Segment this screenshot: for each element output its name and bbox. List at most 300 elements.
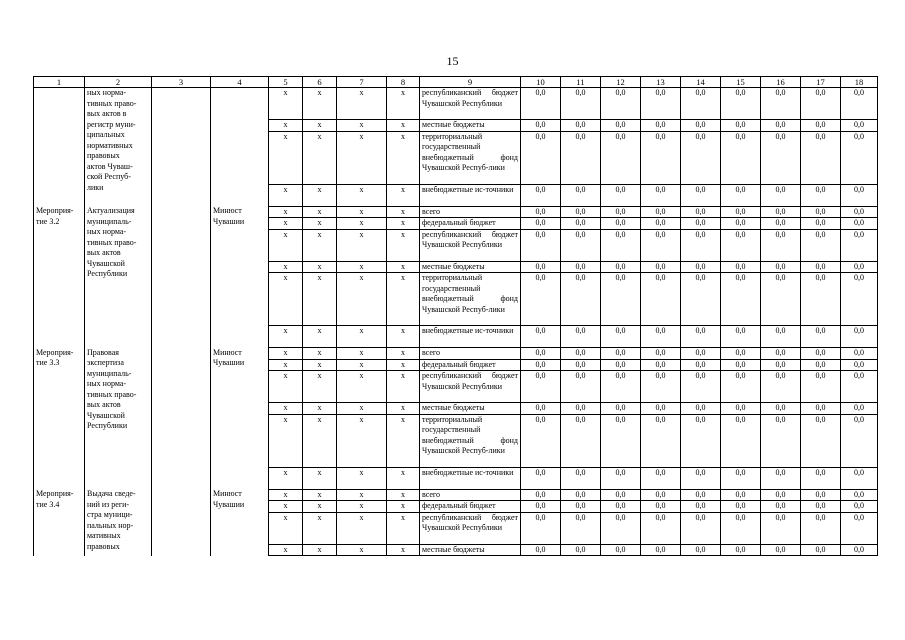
- value-cell: 0,0: [681, 326, 721, 348]
- code-cell: x: [303, 131, 337, 184]
- value-cell: 0,0: [761, 544, 801, 556]
- value-cell: 0,0: [641, 489, 681, 501]
- value-cell: 0,0: [841, 544, 878, 556]
- value-cell: 0,0: [761, 403, 801, 415]
- value-cell: 0,0: [601, 348, 641, 360]
- value-cell: 0,0: [521, 261, 561, 273]
- column-header-15: 15: [721, 77, 761, 88]
- value-cell: 0,0: [521, 371, 561, 403]
- value-cell: 0,0: [641, 206, 681, 218]
- value-cell: 0,0: [641, 359, 681, 371]
- value-cell: 0,0: [601, 489, 641, 501]
- value-cell: 0,0: [721, 229, 761, 261]
- value-cell: 0,0: [841, 371, 878, 403]
- code-cell: x: [337, 414, 387, 467]
- funding-source-cell: внебюджетные ис-точники: [420, 184, 521, 206]
- value-cell: 0,0: [761, 489, 801, 501]
- code-cell: x: [337, 273, 387, 326]
- col3-cell: [152, 348, 211, 490]
- column-header-9: 9: [420, 77, 521, 88]
- value-cell: 0,0: [641, 326, 681, 348]
- code-cell: x: [303, 544, 337, 556]
- value-cell: 0,0: [561, 120, 601, 132]
- value-cell: 0,0: [681, 88, 721, 120]
- value-cell: 0,0: [841, 229, 878, 261]
- column-header-13: 13: [641, 77, 681, 88]
- funding-source-cell: федеральный бюджет: [420, 501, 521, 513]
- code-cell: x: [269, 120, 303, 132]
- value-cell: 0,0: [681, 206, 721, 218]
- column-header-3: 3: [152, 77, 211, 88]
- value-cell: 0,0: [801, 467, 841, 489]
- value-cell: 0,0: [601, 184, 641, 206]
- code-cell: x: [387, 501, 420, 513]
- column-header-17: 17: [801, 77, 841, 88]
- value-cell: 0,0: [521, 544, 561, 556]
- funding-source-cell: местные бюджеты: [420, 261, 521, 273]
- value-cell: 0,0: [841, 131, 878, 184]
- value-cell: 0,0: [521, 131, 561, 184]
- value-cell: 0,0: [841, 489, 878, 501]
- code-cell: x: [337, 512, 387, 544]
- column-number-header-row: [34, 77, 878, 88]
- value-cell: 0,0: [801, 414, 841, 467]
- value-cell: 0,0: [841, 273, 878, 326]
- value-cell: 0,0: [641, 218, 681, 230]
- value-cell: 0,0: [841, 467, 878, 489]
- col3-cell: [152, 206, 211, 348]
- value-cell: 0,0: [721, 359, 761, 371]
- value-cell: 0,0: [561, 348, 601, 360]
- code-cell: x: [337, 131, 387, 184]
- executor-cell: Минюст Чувашии: [211, 348, 269, 490]
- value-cell: 0,0: [641, 403, 681, 415]
- funding-source-cell: республиканский бюджет Чувашской Республики: [420, 371, 521, 403]
- value-cell: 0,0: [601, 414, 641, 467]
- value-cell: 0,0: [801, 403, 841, 415]
- value-cell: 0,0: [601, 120, 641, 132]
- code-cell: x: [387, 229, 420, 261]
- code-cell: x: [387, 218, 420, 230]
- code-cell: x: [303, 501, 337, 513]
- funding-source-cell: республиканский бюджет Чувашской Республики: [420, 229, 521, 261]
- code-cell: x: [303, 489, 337, 501]
- value-cell: 0,0: [761, 229, 801, 261]
- value-cell: 0,0: [841, 184, 878, 206]
- table-row: [34, 88, 878, 120]
- value-cell: 0,0: [641, 184, 681, 206]
- code-cell: x: [303, 467, 337, 489]
- code-cell: x: [387, 273, 420, 326]
- value-cell: 0,0: [521, 414, 561, 467]
- code-cell: x: [337, 229, 387, 261]
- funding-source-cell: всего: [420, 348, 521, 360]
- value-cell: 0,0: [761, 348, 801, 360]
- code-cell: x: [269, 467, 303, 489]
- code-cell: x: [387, 120, 420, 132]
- value-cell: 0,0: [681, 184, 721, 206]
- value-cell: 0,0: [681, 229, 721, 261]
- column-header-7: 7: [337, 77, 387, 88]
- code-cell: x: [337, 348, 387, 360]
- value-cell: 0,0: [721, 512, 761, 544]
- value-cell: 0,0: [681, 348, 721, 360]
- code-cell: x: [387, 467, 420, 489]
- column-header-5: 5: [269, 77, 303, 88]
- value-cell: 0,0: [721, 403, 761, 415]
- table-row: [34, 206, 878, 218]
- value-cell: 0,0: [681, 371, 721, 403]
- code-cell: x: [269, 359, 303, 371]
- table-row: [34, 348, 878, 360]
- activity-name-cell: Выдача сведе- ний из реги- стра муници- пальных нор- мативных правовых: [85, 489, 152, 556]
- code-cell: x: [387, 414, 420, 467]
- funding-source-cell: республиканский бюджет Чувашской Республики: [420, 88, 521, 120]
- value-cell: 0,0: [641, 88, 681, 120]
- value-cell: 0,0: [641, 261, 681, 273]
- code-cell: x: [303, 512, 337, 544]
- code-cell: x: [269, 88, 303, 120]
- value-cell: 0,0: [521, 88, 561, 120]
- value-cell: 0,0: [641, 371, 681, 403]
- code-cell: x: [337, 489, 387, 501]
- code-cell: x: [303, 206, 337, 218]
- executor-cell: Минюст Чувашии: [211, 206, 269, 348]
- code-cell: x: [303, 88, 337, 120]
- value-cell: 0,0: [521, 229, 561, 261]
- value-cell: 0,0: [801, 544, 841, 556]
- value-cell: 0,0: [801, 489, 841, 501]
- column-header-10: 10: [521, 77, 561, 88]
- column-header-6: 6: [303, 77, 337, 88]
- funding-source-cell: внебюджетные ис-точники: [420, 326, 521, 348]
- value-cell: 0,0: [561, 359, 601, 371]
- code-cell: x: [387, 88, 420, 120]
- code-cell: x: [387, 184, 420, 206]
- code-cell: x: [269, 218, 303, 230]
- column-header-11: 11: [561, 77, 601, 88]
- value-cell: 0,0: [561, 403, 601, 415]
- table-row: [34, 489, 878, 501]
- value-cell: 0,0: [601, 88, 641, 120]
- value-cell: 0,0: [801, 348, 841, 360]
- code-cell: x: [387, 348, 420, 360]
- value-cell: 0,0: [521, 359, 561, 371]
- value-cell: 0,0: [721, 326, 761, 348]
- value-cell: 0,0: [721, 184, 761, 206]
- code-cell: x: [303, 371, 337, 403]
- value-cell: 0,0: [601, 326, 641, 348]
- value-cell: 0,0: [601, 403, 641, 415]
- executor-cell: Минюст Чувашии: [211, 489, 269, 556]
- code-cell: x: [303, 261, 337, 273]
- value-cell: 0,0: [801, 501, 841, 513]
- value-cell: 0,0: [521, 403, 561, 415]
- value-cell: 0,0: [721, 371, 761, 403]
- budget-table: [33, 76, 878, 556]
- value-cell: 0,0: [761, 414, 801, 467]
- value-cell: 0,0: [761, 273, 801, 326]
- value-cell: 0,0: [761, 359, 801, 371]
- code-cell: x: [387, 512, 420, 544]
- value-cell: 0,0: [601, 206, 641, 218]
- value-cell: 0,0: [841, 512, 878, 544]
- code-cell: x: [303, 218, 337, 230]
- funding-source-cell: местные бюджеты: [420, 544, 521, 556]
- code-cell: x: [387, 489, 420, 501]
- value-cell: 0,0: [681, 273, 721, 326]
- column-header-16: 16: [761, 77, 801, 88]
- value-cell: 0,0: [601, 273, 641, 326]
- value-cell: 0,0: [721, 467, 761, 489]
- value-cell: 0,0: [521, 184, 561, 206]
- code-cell: x: [337, 371, 387, 403]
- value-cell: 0,0: [721, 218, 761, 230]
- value-cell: 0,0: [641, 120, 681, 132]
- value-cell: 0,0: [841, 261, 878, 273]
- value-cell: 0,0: [681, 218, 721, 230]
- funding-source-cell: республиканский бюджет Чувашской Республики: [420, 512, 521, 544]
- activity-number-cell: [34, 88, 85, 207]
- code-cell: x: [269, 261, 303, 273]
- code-cell: x: [303, 120, 337, 132]
- value-cell: 0,0: [561, 501, 601, 513]
- funding-source-cell: территориальный государственный внебюджетный фонд Чувашской Респуб-лики: [420, 273, 521, 326]
- value-cell: 0,0: [561, 414, 601, 467]
- code-cell: x: [337, 501, 387, 513]
- value-cell: 0,0: [721, 261, 761, 273]
- value-cell: 0,0: [641, 273, 681, 326]
- value-cell: 0,0: [601, 261, 641, 273]
- value-cell: 0,0: [521, 273, 561, 326]
- value-cell: 0,0: [721, 501, 761, 513]
- value-cell: 0,0: [561, 131, 601, 184]
- value-cell: 0,0: [641, 467, 681, 489]
- column-header-18: 18: [841, 77, 878, 88]
- value-cell: 0,0: [601, 218, 641, 230]
- column-header-8: 8: [387, 77, 420, 88]
- value-cell: 0,0: [641, 544, 681, 556]
- value-cell: 0,0: [841, 501, 878, 513]
- value-cell: 0,0: [641, 501, 681, 513]
- value-cell: 0,0: [801, 88, 841, 120]
- table-body: [34, 77, 878, 556]
- value-cell: 0,0: [561, 261, 601, 273]
- code-cell: x: [303, 273, 337, 326]
- value-cell: 0,0: [721, 131, 761, 184]
- code-cell: x: [337, 403, 387, 415]
- value-cell: 0,0: [841, 359, 878, 371]
- value-cell: 0,0: [721, 348, 761, 360]
- funding-source-cell: территориальный государственный внебюджетный фонд Чувашской Респуб-лики: [420, 414, 521, 467]
- value-cell: 0,0: [561, 371, 601, 403]
- funding-source-cell: территориальный государственный внебюджетный фонд Чувашской Респуб-лики: [420, 131, 521, 184]
- value-cell: 0,0: [681, 131, 721, 184]
- value-cell: 0,0: [601, 467, 641, 489]
- value-cell: 0,0: [761, 501, 801, 513]
- code-cell: x: [387, 131, 420, 184]
- code-cell: x: [337, 359, 387, 371]
- value-cell: 0,0: [561, 273, 601, 326]
- code-cell: x: [269, 371, 303, 403]
- value-cell: 0,0: [801, 273, 841, 326]
- code-cell: x: [269, 544, 303, 556]
- code-cell: x: [387, 371, 420, 403]
- value-cell: 0,0: [681, 261, 721, 273]
- value-cell: 0,0: [761, 261, 801, 273]
- value-cell: 0,0: [561, 512, 601, 544]
- column-header-4: 4: [211, 77, 269, 88]
- code-cell: x: [337, 544, 387, 556]
- funding-source-cell: федеральный бюджет: [420, 218, 521, 230]
- value-cell: 0,0: [521, 206, 561, 218]
- value-cell: 0,0: [801, 229, 841, 261]
- value-cell: 0,0: [801, 206, 841, 218]
- value-cell: 0,0: [681, 359, 721, 371]
- value-cell: 0,0: [721, 414, 761, 467]
- code-cell: x: [269, 206, 303, 218]
- code-cell: x: [387, 206, 420, 218]
- activity-number-cell: Мероприя- тие 3.3: [34, 348, 85, 490]
- column-header-2: 2: [85, 77, 152, 88]
- value-cell: 0,0: [601, 229, 641, 261]
- value-cell: 0,0: [801, 261, 841, 273]
- page-number: 15: [446, 54, 459, 68]
- activity-number-cell: Мероприя- тие 3.2: [34, 206, 85, 348]
- code-cell: x: [269, 501, 303, 513]
- value-cell: 0,0: [641, 348, 681, 360]
- activity-number-cell: Мероприя- тие 3.4: [34, 489, 85, 556]
- value-cell: 0,0: [841, 348, 878, 360]
- code-cell: x: [337, 88, 387, 120]
- code-cell: x: [303, 403, 337, 415]
- column-header-12: 12: [601, 77, 641, 88]
- value-cell: 0,0: [681, 544, 721, 556]
- value-cell: 0,0: [561, 467, 601, 489]
- value-cell: 0,0: [841, 88, 878, 120]
- value-cell: 0,0: [601, 512, 641, 544]
- column-header-1: 1: [34, 77, 85, 88]
- value-cell: 0,0: [561, 184, 601, 206]
- code-cell: x: [303, 414, 337, 467]
- value-cell: 0,0: [521, 348, 561, 360]
- code-cell: x: [303, 326, 337, 348]
- value-cell: 0,0: [601, 501, 641, 513]
- value-cell: 0,0: [561, 88, 601, 120]
- value-cell: 0,0: [641, 512, 681, 544]
- code-cell: x: [269, 403, 303, 415]
- column-header-14: 14: [681, 77, 721, 88]
- value-cell: 0,0: [801, 131, 841, 184]
- code-cell: x: [303, 184, 337, 206]
- value-cell: 0,0: [721, 120, 761, 132]
- executor-cell: [211, 88, 269, 207]
- code-cell: x: [337, 326, 387, 348]
- value-cell: 0,0: [801, 184, 841, 206]
- code-cell: x: [269, 273, 303, 326]
- value-cell: 0,0: [641, 229, 681, 261]
- funding-source-cell: всего: [420, 206, 521, 218]
- value-cell: 0,0: [561, 326, 601, 348]
- value-cell: 0,0: [841, 218, 878, 230]
- value-cell: 0,0: [801, 359, 841, 371]
- funding-source-cell: местные бюджеты: [420, 120, 521, 132]
- code-cell: x: [269, 348, 303, 360]
- value-cell: 0,0: [801, 218, 841, 230]
- value-cell: 0,0: [681, 467, 721, 489]
- value-cell: 0,0: [561, 544, 601, 556]
- code-cell: x: [303, 348, 337, 360]
- funding-source-cell: местные бюджеты: [420, 403, 521, 415]
- code-cell: x: [387, 403, 420, 415]
- value-cell: 0,0: [641, 131, 681, 184]
- value-cell: 0,0: [521, 512, 561, 544]
- value-cell: 0,0: [521, 501, 561, 513]
- value-cell: 0,0: [841, 206, 878, 218]
- code-cell: x: [337, 206, 387, 218]
- value-cell: 0,0: [761, 326, 801, 348]
- code-cell: x: [337, 184, 387, 206]
- value-cell: 0,0: [761, 371, 801, 403]
- activity-name-cell: Правовая экспертиза муниципаль- ных норма- тивных право- вых актов Чувашской Республики: [85, 348, 152, 490]
- funding-source-cell: внебюджетные ис-точники: [420, 467, 521, 489]
- value-cell: 0,0: [521, 467, 561, 489]
- code-cell: x: [387, 544, 420, 556]
- code-cell: x: [303, 359, 337, 371]
- value-cell: 0,0: [561, 489, 601, 501]
- code-cell: x: [387, 326, 420, 348]
- value-cell: 0,0: [761, 467, 801, 489]
- code-cell: x: [269, 326, 303, 348]
- code-cell: x: [269, 184, 303, 206]
- value-cell: 0,0: [601, 544, 641, 556]
- value-cell: 0,0: [761, 120, 801, 132]
- value-cell: 0,0: [721, 273, 761, 326]
- funding-source-cell: федеральный бюджет: [420, 359, 521, 371]
- code-cell: x: [269, 131, 303, 184]
- value-cell: 0,0: [561, 218, 601, 230]
- value-cell: 0,0: [521, 120, 561, 132]
- value-cell: 0,0: [761, 88, 801, 120]
- code-cell: x: [269, 414, 303, 467]
- code-cell: x: [387, 359, 420, 371]
- value-cell: 0,0: [841, 120, 878, 132]
- code-cell: x: [387, 261, 420, 273]
- code-cell: x: [269, 229, 303, 261]
- value-cell: 0,0: [761, 218, 801, 230]
- value-cell: 0,0: [721, 88, 761, 120]
- value-cell: 0,0: [761, 184, 801, 206]
- value-cell: 0,0: [681, 489, 721, 501]
- code-cell: x: [269, 489, 303, 501]
- value-cell: 0,0: [601, 131, 641, 184]
- value-cell: 0,0: [801, 371, 841, 403]
- value-cell: 0,0: [521, 326, 561, 348]
- value-cell: 0,0: [601, 359, 641, 371]
- value-cell: 0,0: [801, 326, 841, 348]
- funding-source-cell: всего: [420, 489, 521, 501]
- value-cell: 0,0: [681, 120, 721, 132]
- value-cell: 0,0: [561, 229, 601, 261]
- value-cell: 0,0: [721, 489, 761, 501]
- value-cell: 0,0: [721, 544, 761, 556]
- value-cell: 0,0: [681, 403, 721, 415]
- value-cell: 0,0: [841, 326, 878, 348]
- value-cell: 0,0: [561, 206, 601, 218]
- value-cell: 0,0: [721, 206, 761, 218]
- value-cell: 0,0: [681, 501, 721, 513]
- value-cell: 0,0: [761, 131, 801, 184]
